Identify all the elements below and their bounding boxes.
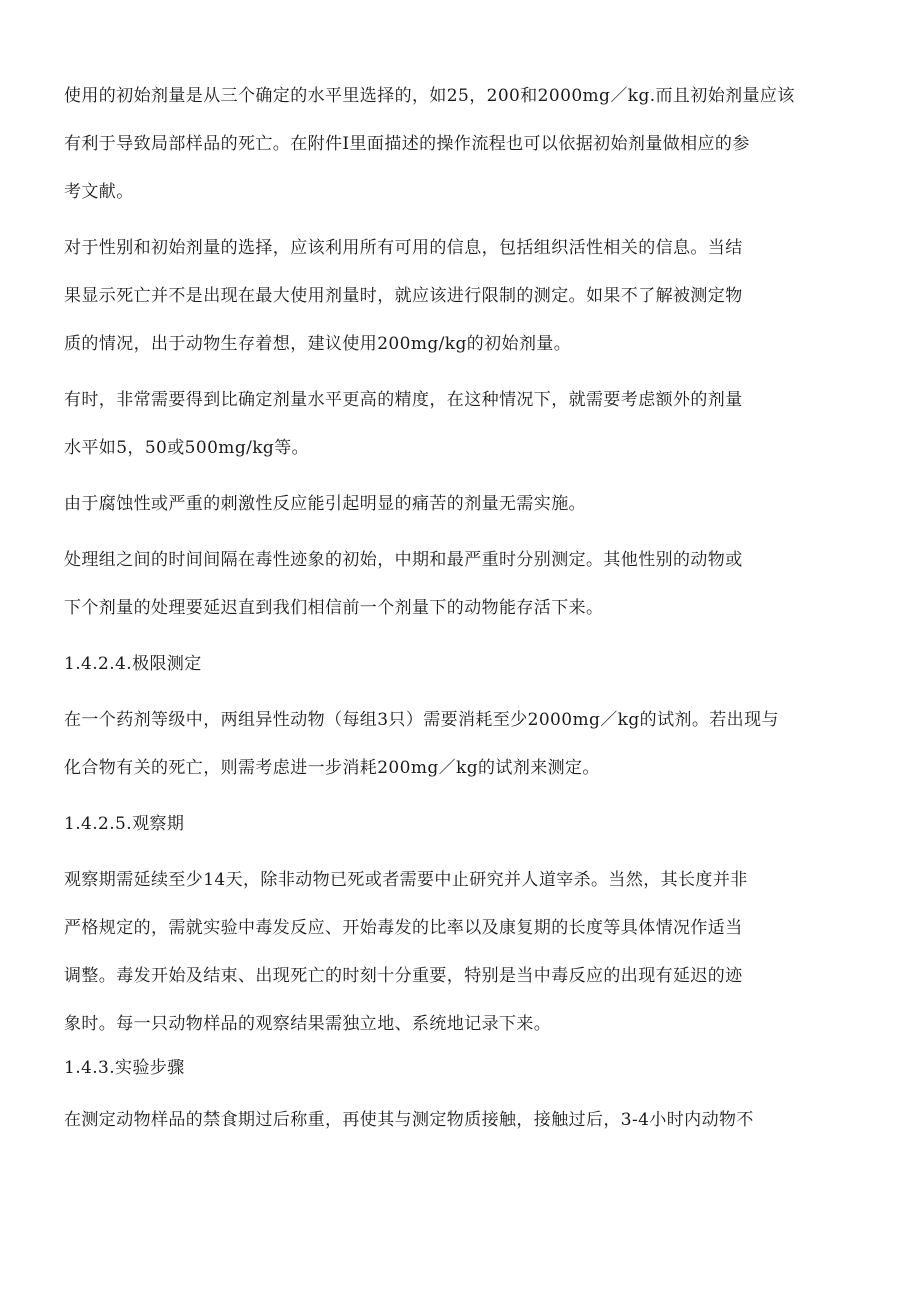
text-line: 考文献。 [64, 182, 134, 202]
text-line: 有利于导致局部样品的死亡。在附件Ⅰ里面描述的操作流程也可以依据初始剂量做相应的参 [64, 134, 750, 154]
text-line: 处理组之间的时间间隔在毒性迹象的初始，中期和最严重时分别测定。其他性别的动物或 [64, 550, 743, 570]
section-heading-procedure: 1.4.3.实验步骤 [64, 1058, 185, 1078]
section-heading-limit-test: 1.4.2.4.极限测定 [64, 654, 202, 674]
text-line: 使用的初始剂量是从三个确定的水平里选择的，如25，200和2000mg／kg.而且初始剂量应该 [64, 86, 795, 106]
text-line: 在测定动物样品的禁食期过后称重，再使其与测定物质接触，接触过后，3-4小时内动物不 [64, 1110, 754, 1130]
document-page [64, 72, 856, 1144]
paragraph-time-interval [64, 536, 856, 632]
text-line: 对于性别和初始剂量的选择，应该利用所有可用的信息，包括组织活性相关的信息。当结 [64, 238, 743, 258]
paragraph-observation-period [64, 856, 856, 1048]
text-line: 观察期需延续至少14天，除非动物已死或者需要中止研究并人道宰杀。当然，其长度并非 [64, 870, 748, 890]
text-line: 调整。毒发开始及结束、出现死亡的时刻十分重要，特别是当中毒反应的出现有延迟的迹 [64, 966, 743, 986]
paragraph-limit-test [64, 696, 856, 792]
text-line: 下个剂量的处理要延迟直到我们相信前一个剂量下的动物能存活下来。 [64, 598, 604, 618]
text-line: 在一个药剂等级中，两组异性动物（每组3只）需要消耗至少2000mg／kg的试剂。若出现与 [64, 710, 779, 730]
paragraph-sex-selection [64, 224, 856, 368]
text-line: 象时。每一只动物样品的观察结果需独立地、系统地记录下来。 [64, 1014, 552, 1034]
text-line: 水平如5，50或500mg/kg等。 [64, 438, 310, 458]
section-heading-observation-period: 1.4.2.5.观察期 [64, 814, 185, 834]
paragraph-corrosive [64, 480, 856, 528]
paragraph-procedure [64, 1096, 856, 1144]
text-line: 有时，非常需要得到比确定剂量水平更高的精度，在这种情况下，就需要考虑额外的剂量 [64, 390, 743, 410]
text-line: 果显示死亡并不是出现在最大使用剂量时，就应该进行限制的测定。如果不了解被测定物 [64, 286, 743, 306]
text-line: 由于腐蚀性或严重的刺激性反应能引起明显的痛苦的剂量无需实施。 [64, 494, 586, 514]
text-line: 质的情况，出于动物生存着想，建议使用200mg/kg的初始剂量。 [64, 334, 572, 354]
text-line: 严格规定的，需就实验中毒发反应、开始毒发的比率以及康复期的长度等具体情况作适当 [64, 918, 743, 938]
paragraph-initial-dose [64, 72, 856, 216]
text-line: 化合物有关的死亡，则需考虑进一步消耗200mg／kg的试剂来测定。 [64, 758, 600, 778]
paragraph-precision [64, 376, 856, 472]
